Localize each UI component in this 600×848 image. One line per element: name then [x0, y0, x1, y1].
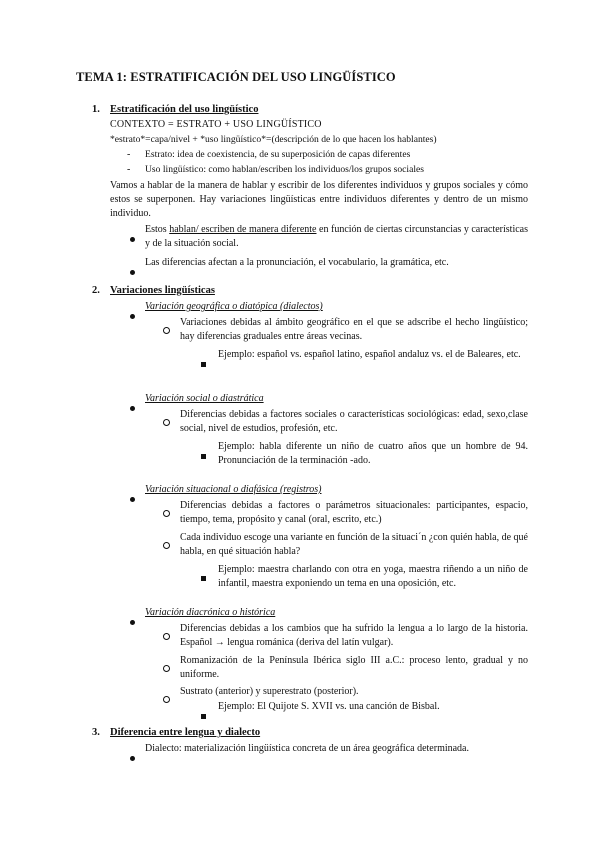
variation-social-desc: Diferencias debidas a factores sociales o características sociológicas: edad, sexo,clase social, nivel de estudios, profesión, etc.	[180, 409, 528, 434]
formula-line: CONTEXTO = ESTRATO + USO LINGÜÍSTICO	[110, 119, 322, 130]
variation-situational-desc: Diferencias debidas a factores o parámetros situacionales: participantes, espacio, tiempo, tema, propósito y canal (oral, escrito, etc.)	[180, 500, 528, 525]
circle-bullet-icon	[163, 536, 170, 554]
section-3-heading: Diferencia entre lengua y dialecto	[110, 727, 261, 738]
circle-bullet-icon	[163, 627, 170, 645]
circle-bullet-icon	[163, 659, 170, 677]
bullet-text-post: en función de ciertas circunstancias y características y de la situación social.	[145, 224, 528, 249]
bullet-item-dialecto: Dialecto: materialización lingüística concreta de un área geográfica determinada.	[145, 743, 469, 754]
page-title: TEMA 1: ESTRATIFICACIÓN DEL USO LINGÜÍSTICO	[76, 70, 396, 84]
square-bullet-icon	[201, 354, 206, 372]
dash-marker: -	[127, 164, 131, 175]
section-2-heading: Variaciones lingüísticas	[110, 285, 215, 296]
bullet-text-pre: Estos	[145, 224, 170, 235]
bullet-icon	[130, 398, 135, 416]
bullet-icon	[130, 489, 135, 507]
variation-situational-choice: Cada individuo escoge una variante en función de la situaci´n ¿con quién habla, de qué habla, en qué situación habla?	[180, 532, 528, 557]
bullet-icon	[130, 262, 135, 280]
variation-diachronic-romanization: Romanización de la Península Ibérica siglo III a.C.: proceso lento, gradual y no uniforme.	[180, 655, 528, 680]
bullet-icon	[130, 748, 135, 766]
variation-diachronic-substrate: Sustrato (anterior) y superestrato (posterior).	[180, 686, 359, 697]
bullet-item-estos	[145, 223, 528, 251]
variation-situational-example: Ejemplo: maestra charlando con otra en yoga, maestra riñendo a un niño de infantil, maestra exponiendo un tema en una oposición, etc.	[218, 564, 528, 589]
variation-diachronic-example: Ejemplo: El Quijote S. XVII vs. una canción de Bisbal.	[218, 701, 440, 712]
variation-situational-title: Variación situacional o diafásica (registros)	[145, 484, 322, 495]
bullet-icon	[130, 612, 135, 630]
bullet-icon	[130, 306, 135, 324]
section-1-number: 1.	[92, 104, 100, 115]
variation-geographic-example: Ejemplo: español vs. español latino, español andaluz vs. el de Baleares, etc.	[218, 349, 521, 360]
section-3-number: 3.	[92, 727, 100, 738]
variation-geographic-desc: Variaciones debidas al ámbito geográfico en el que se adscribe el hecho lingüístico; hay diferencias graduales entre áreas vecinas.	[180, 317, 528, 342]
section-2-number: 2.	[92, 285, 100, 296]
dash-marker: -	[127, 149, 131, 160]
variation-diachronic-title: Variación diacrónica o histórica	[145, 607, 276, 618]
square-bullet-icon	[201, 568, 206, 586]
intro-paragraph: Vamos a hablar de la manera de hablar y escribir de los diferentes individuos y grupos sociales y cómo estos se superponen. Hay variaciones lingüísticas entre individuos diferentes y dentro de un mismo individuo.	[110, 180, 528, 219]
bullet-text-underlined: hablan/ escriben de manera diferente	[169, 224, 317, 235]
square-bullet-icon	[201, 706, 206, 724]
variation-social-title: Variación social o diastrática	[145, 393, 264, 404]
bullet-icon	[130, 229, 135, 247]
dash-item-estrato: Estrato: idea de coexistencia, de su superposición de capas diferentes	[145, 149, 411, 160]
circle-bullet-icon	[163, 504, 170, 522]
circle-bullet-icon	[163, 690, 170, 708]
circle-bullet-icon	[163, 413, 170, 431]
variation-social-example: Ejemplo: habla diferente un niño de cuatro años que un hombre de 94. Pronunciación de la terminación -ado.	[218, 441, 528, 466]
variation-geographic-title: Variación geográfica o diatópica (dialectos)	[145, 301, 323, 312]
circle-bullet-icon	[163, 321, 170, 339]
bullet-item-diferencias: Las diferencias afectan a la pronunciación, el vocabulario, la gramática, etc.	[145, 257, 449, 268]
variation-diachronic-desc: Diferencias debidas a los cambios que ha sufrido la lengua a lo largo de la historia. Español → lengua románica (deriva del latín vulgar).	[180, 623, 528, 648]
dash-item-uso: Uso lingüístico: como hablan/escriben los individuos/los grupos sociales	[145, 164, 424, 175]
definitions-line: *estrato*=capa/nivel + *uso lingüístico*=(descripción de lo que hacen los hablantes)	[110, 134, 437, 145]
square-bullet-icon	[201, 446, 206, 464]
section-1-heading: Estratificación del uso lingüístico	[110, 104, 259, 115]
